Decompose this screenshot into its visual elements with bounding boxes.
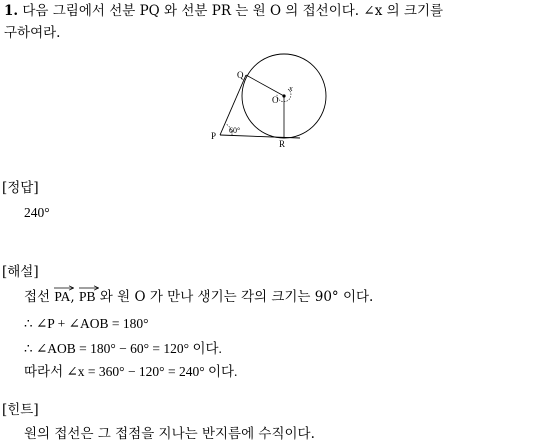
vector-pa [54, 290, 70, 304]
radius-oq [246, 75, 284, 96]
label-60: 60° [229, 126, 241, 135]
answer-value: 240° [24, 205, 50, 220]
solution-line-2: ∴ ∠P + ∠AOB = 180° [24, 316, 149, 331]
label-r: R [279, 139, 286, 149]
solution-line-1 [24, 290, 373, 305]
center-dot [282, 94, 285, 97]
hint-text: 원의 접선은 그 접점을 지나는 반지름에 수직이다. [24, 426, 315, 442]
solution-line-1-prefix: 접선 [24, 289, 55, 305]
solution-header: [해설] [2, 264, 39, 280]
label-p: P [211, 131, 217, 141]
question-line-1 [4, 5, 443, 19]
solution-line-1-suffix: 와 원 O 가 만나 생기는 각의 크기는 90° 이다. [95, 289, 374, 305]
tangent-pr [220, 135, 300, 138]
vector-pa-label: PA [54, 289, 71, 304]
answer-header: [정답] [2, 180, 39, 196]
solution-line-3: ∴ ∠AOB = 180° − 60° = 120° 이다. [24, 341, 222, 356]
question-line-2: 구하여라. [4, 25, 61, 41]
solution-line-4: 따라서 ∠x = 360° − 120° = 240° 이다. [24, 364, 238, 379]
label-o: O [272, 95, 279, 105]
tangent-circle-figure [205, 52, 335, 152]
vector-pb [79, 290, 96, 304]
label-q: Q [237, 70, 244, 80]
vector-pb-label: PB [79, 289, 96, 304]
hint-header: [힌트] [2, 402, 39, 418]
solution-comma: , [70, 289, 79, 305]
question-text-1: 다음 그림에서 선분 PQ 와 선분 PR 는 원 O 의 접선이다. ∠x 의 크기를 [22, 3, 444, 19]
label-x: x [289, 84, 293, 93]
question-number: 1. [4, 3, 19, 19]
